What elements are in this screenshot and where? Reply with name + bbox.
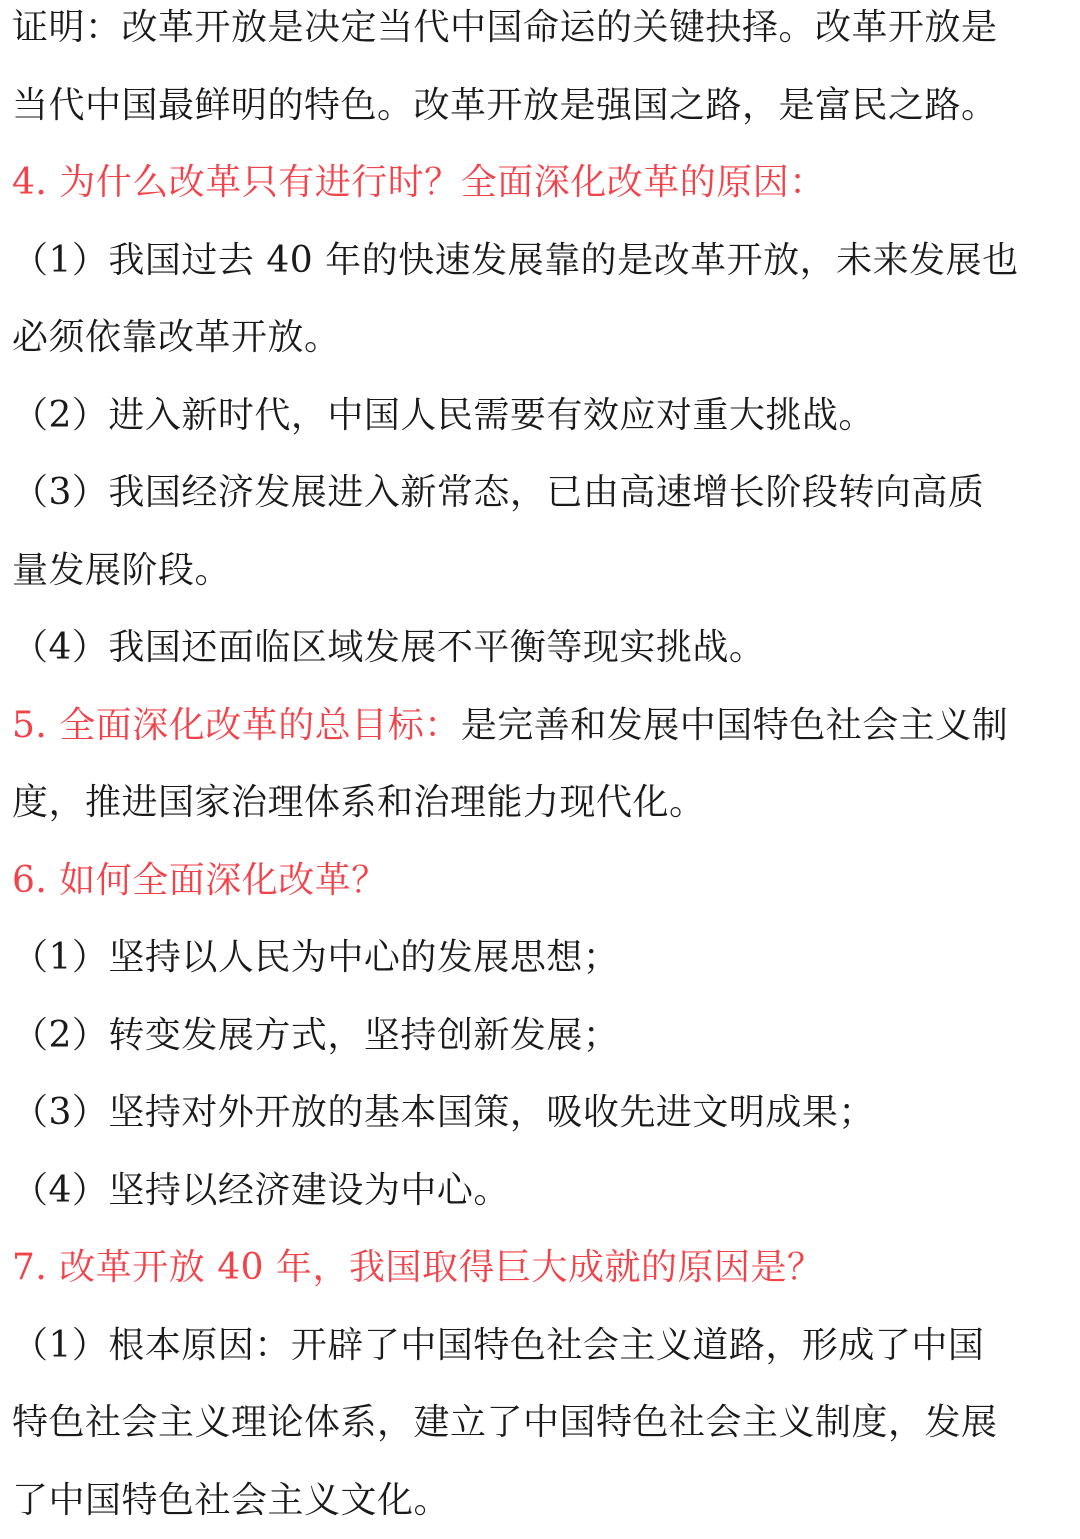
body-text: （1）坚持以人民为中心的发展思想； <box>12 937 619 978</box>
text-line <box>12 0 1068 67</box>
text-line <box>12 532 1068 610</box>
heading-text: 5. 全面深化改革的总目标： <box>12 705 461 746</box>
body-text: 必须依靠改革开放。 <box>12 317 341 358</box>
body-text: 证明：改革开放是决定当代中国命运的关键抉择。改革开放是 <box>12 7 998 48</box>
body-text: 度，推进国家治理体系和治理能力现代化。 <box>12 782 706 823</box>
text-line <box>12 1307 1068 1385</box>
heading-text: 4. 为什么改革只有进行时？全面深化改革的原因： <box>12 162 826 203</box>
body-text: 量发展阶段。 <box>12 550 231 591</box>
body-text: （4）我国还面临区域发展不平衡等现实挑战。 <box>12 627 765 668</box>
body-text: 了中国特色社会主义文化。 <box>12 1480 450 1521</box>
text-line <box>12 609 1068 687</box>
body-text: （3）坚持对外开放的基本国策，吸收先进文明成果； <box>12 1092 875 1133</box>
heading-text: 7. 改革开放 40 年，我国取得巨大成就的原因是？ <box>12 1247 824 1288</box>
question-heading <box>12 1229 1068 1307</box>
heading-text: 6. 如何全面深化改革？ <box>12 860 388 901</box>
body-text: （2）转变发展方式，坚持创新发展； <box>12 1015 619 1056</box>
body-text: 特色社会主义理论体系，建立了中国特色社会主义制度，发展 <box>12 1402 998 1443</box>
body-text: （4）坚持以经济建设为中心。 <box>12 1170 510 1211</box>
text-line <box>12 919 1068 997</box>
text-line <box>12 454 1068 532</box>
text-line <box>12 299 1068 377</box>
question-heading <box>12 842 1068 920</box>
body-text: 是完善和发展中国特色社会主义制 <box>461 705 1009 746</box>
body-text: （1）我国过去 40 年的快速发展靠的是改革开放，未来发展也 <box>12 240 1019 281</box>
text-line <box>12 1074 1068 1152</box>
body-text: （2）进入新时代，中国人民需要有效应对重大挑战。 <box>12 395 875 436</box>
body-text: （1）根本原因：开辟了中国特色社会主义道路，形成了中国 <box>12 1325 984 1366</box>
text-line <box>12 764 1068 842</box>
text-line <box>12 222 1068 300</box>
text-line <box>12 1152 1068 1230</box>
text-line <box>12 1384 1068 1462</box>
text-line <box>12 377 1068 455</box>
question-heading <box>12 144 1068 222</box>
body-text: 当代中国最鲜明的特色。改革开放是强国之路，是富民之路。 <box>12 85 998 126</box>
text-line <box>12 1462 1068 1539</box>
text-line <box>12 997 1068 1075</box>
question-heading <box>12 687 1068 765</box>
body-text: （3）我国经济发展进入新常态，已由高速增长阶段转向高质 <box>12 472 984 513</box>
text-line <box>12 67 1068 145</box>
